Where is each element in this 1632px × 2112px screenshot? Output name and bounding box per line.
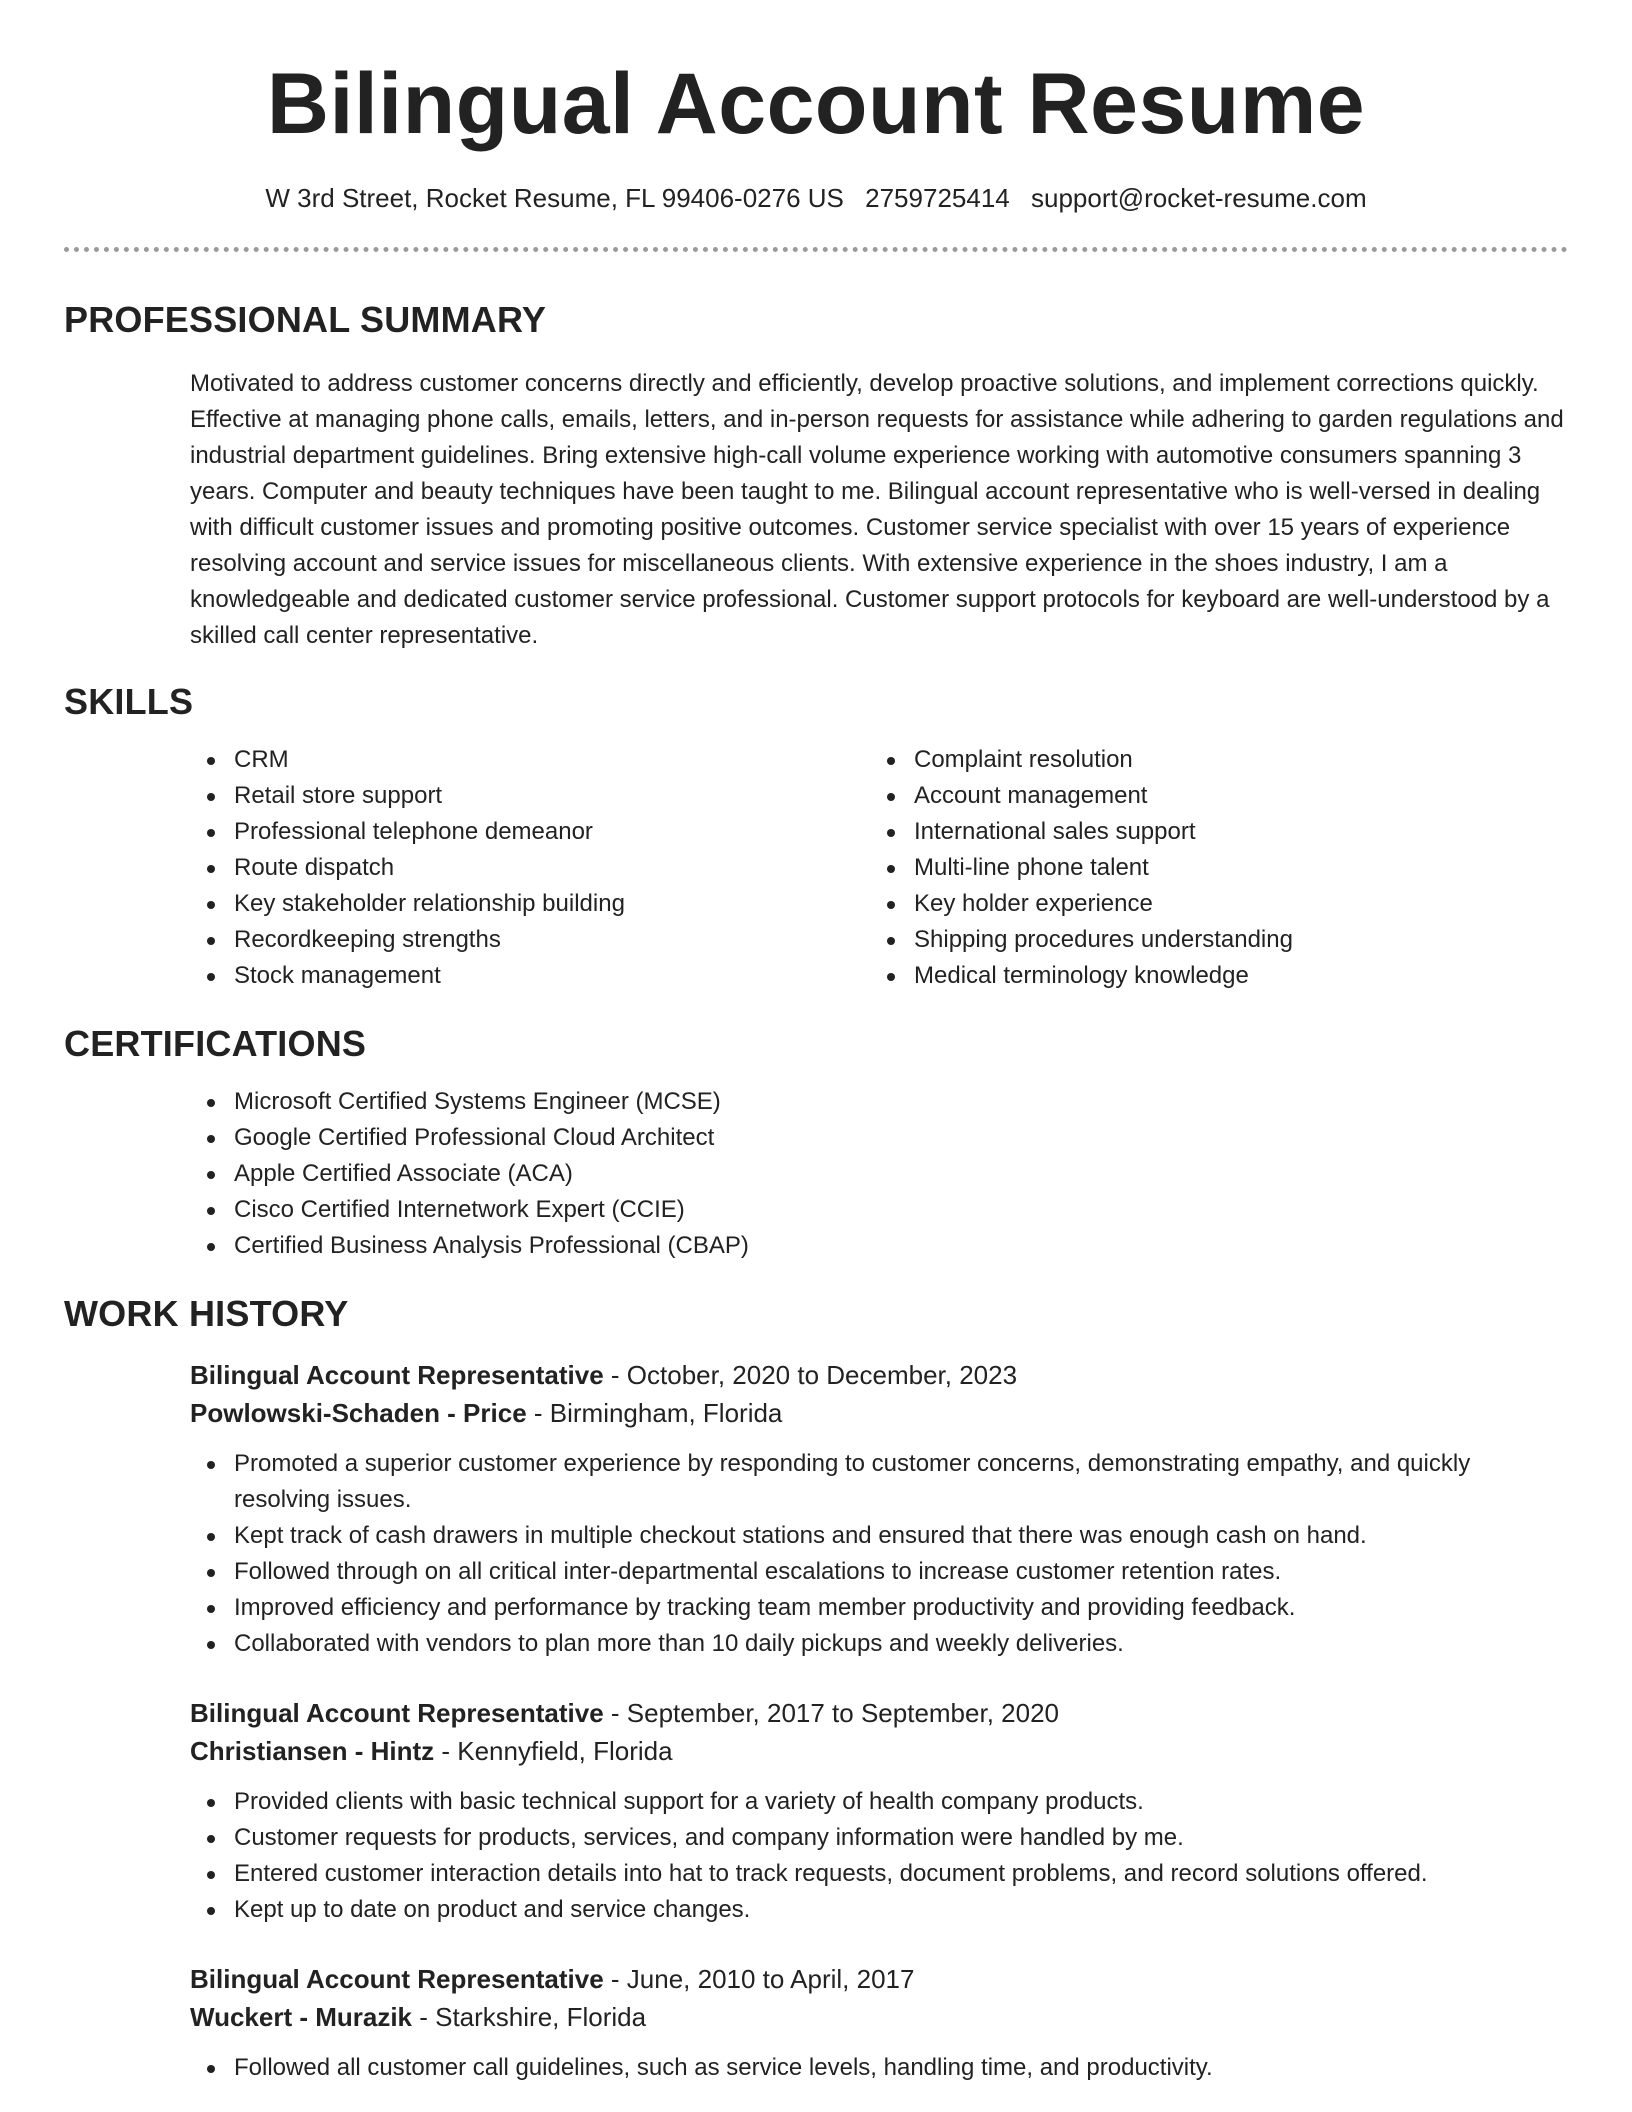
certifications-list bbox=[190, 1084, 1568, 1264]
certification-item: Microsoft Certified Systems Engineer (MCSE) bbox=[190, 1084, 1568, 1120]
job-location: - Birmingham, Florida bbox=[526, 1398, 783, 1428]
job-duty: Followed through on all critical inter-departmental escalations to increase customer retention rates. bbox=[190, 1554, 1568, 1590]
job-duty: Customer requests for products, services, and company information were handled by me. bbox=[190, 1820, 1568, 1856]
job-duty: Kept up to date on product and service changes. bbox=[190, 1892, 1568, 1928]
skill-item: Medical terminology knowledge bbox=[870, 958, 1293, 994]
skills-columns bbox=[190, 742, 1568, 994]
job-title-line bbox=[190, 1694, 1568, 1732]
skills-list-right bbox=[870, 742, 1293, 994]
job-duty: Collaborated with vendors to plan more than 10 daily pickups and weekly deliveries. bbox=[190, 1626, 1568, 1662]
skill-item: Key holder experience bbox=[870, 886, 1293, 922]
skill-item: Professional telephone demeanor bbox=[190, 814, 870, 850]
job-dates: - October, 2020 to December, 2023 bbox=[603, 1360, 1018, 1390]
skill-item: Account management bbox=[870, 778, 1293, 814]
job-location: - Kennyfield, Florida bbox=[434, 1736, 673, 1766]
job-dates: - June, 2010 to April, 2017 bbox=[603, 1964, 915, 1994]
section-title-skills: SKILLS bbox=[64, 681, 194, 722]
contact-line bbox=[64, 182, 1568, 214]
skill-item: Stock management bbox=[190, 958, 870, 994]
job-title-line bbox=[190, 1960, 1568, 1998]
skill-item: Complaint resolution bbox=[870, 742, 1293, 778]
job-title: Bilingual Account Representative bbox=[190, 1964, 604, 1994]
skill-item: Shipping procedures understanding bbox=[870, 922, 1293, 958]
contact-phone: 2759725414 bbox=[865, 183, 1010, 213]
job-company: Christiansen - Hintz bbox=[190, 1736, 435, 1766]
certification-item: Cisco Certified Internetwork Expert (CCIE) bbox=[190, 1192, 1568, 1228]
skills-list-left bbox=[190, 742, 870, 994]
job-company-line bbox=[190, 1394, 1568, 1432]
skill-item: Recordkeeping strengths bbox=[190, 922, 870, 958]
job-duty: Entered customer interaction details into hat to track requests, document problems, and record solutions offered. bbox=[190, 1856, 1568, 1892]
resume-title: Bilingual Account Resume bbox=[266, 56, 1366, 152]
skill-item: Multi-line phone talent bbox=[870, 850, 1293, 886]
certification-item: Certified Business Analysis Professional (CBAP) bbox=[190, 1228, 1568, 1264]
job-duties-list bbox=[190, 1784, 1568, 1928]
job-title: Bilingual Account Representative bbox=[190, 1360, 604, 1390]
job-title: Bilingual Account Representative bbox=[190, 1698, 604, 1728]
job-duty: Provided clients with basic technical support for a variety of health company products. bbox=[190, 1784, 1568, 1820]
job-duty: Promoted a superior customer experience by responding to customer concerns, demonstrating empathy, and quickly resolving issues. bbox=[190, 1446, 1568, 1518]
job-duty: Improved efficiency and performance by tracking team member productivity and providing feedback. bbox=[190, 1590, 1568, 1626]
section-title-work-history: WORK HISTORY bbox=[64, 1293, 349, 1334]
job-title-line bbox=[190, 1356, 1568, 1394]
job-duties-list bbox=[190, 1446, 1568, 1662]
header-divider bbox=[64, 247, 1568, 252]
job-company: Powlowski-Schaden - Price bbox=[190, 1398, 527, 1428]
section-title-certifications: CERTIFICATIONS bbox=[64, 1023, 367, 1064]
contact-address: W 3rd Street, Rocket Resume, FL 99406-0276 US bbox=[265, 183, 844, 213]
skill-item: Route dispatch bbox=[190, 850, 870, 886]
skill-item: International sales support bbox=[870, 814, 1293, 850]
skill-item: Retail store support bbox=[190, 778, 870, 814]
job-entry bbox=[190, 1356, 1568, 1662]
job-entry bbox=[190, 1960, 1568, 2086]
contact-email: support@rocket-resume.com bbox=[1030, 183, 1367, 213]
job-location: - Starkshire, Florida bbox=[412, 2002, 647, 2032]
skill-item: CRM bbox=[190, 742, 870, 778]
job-company-line bbox=[190, 1732, 1568, 1770]
section-title-summary: PROFESSIONAL SUMMARY bbox=[64, 299, 547, 340]
job-dates: - September, 2017 to September, 2020 bbox=[603, 1698, 1059, 1728]
job-duty: Followed all customer call guidelines, such as service levels, handling time, and productivity. bbox=[190, 2050, 1568, 2086]
job-company: Wuckert - Murazik bbox=[190, 2002, 413, 2032]
job-duties-list bbox=[190, 2050, 1568, 2086]
job-entry bbox=[190, 1694, 1568, 1928]
job-company-line bbox=[190, 1998, 1568, 2036]
certification-item: Apple Certified Associate (ACA) bbox=[190, 1156, 1568, 1192]
certification-item: Google Certified Professional Cloud Architect bbox=[190, 1120, 1568, 1156]
skill-item: Key stakeholder relationship building bbox=[190, 886, 870, 922]
job-duty: Kept track of cash drawers in multiple checkout stations and ensured that there was enough cash on hand. bbox=[190, 1518, 1568, 1554]
summary-text: Motivated to address customer concerns directly and efficiently, develop proactive solutions, and implement corrections quickly. Effective at managing phone calls, emails, letters, and in-person requests for assistance while adhering to garden regulations and industrial department guidelines. Bring extensive high-call volume experience working with automotive consumers spanning 3 years. Computer and beauty techniques have been taught to me. Bilingual account representative who is well-versed in dealing with difficult customer issues and promoting positive outcomes. Customer service specialist with over 15 years of experience resolving account and service issues for miscellaneous clients. With extensive experience in the shoes industry, I am a knowledgeable and dedicated customer service professional. Customer support protocols for keyboard are well-understood by a skilled call center representative. bbox=[190, 370, 1564, 649]
